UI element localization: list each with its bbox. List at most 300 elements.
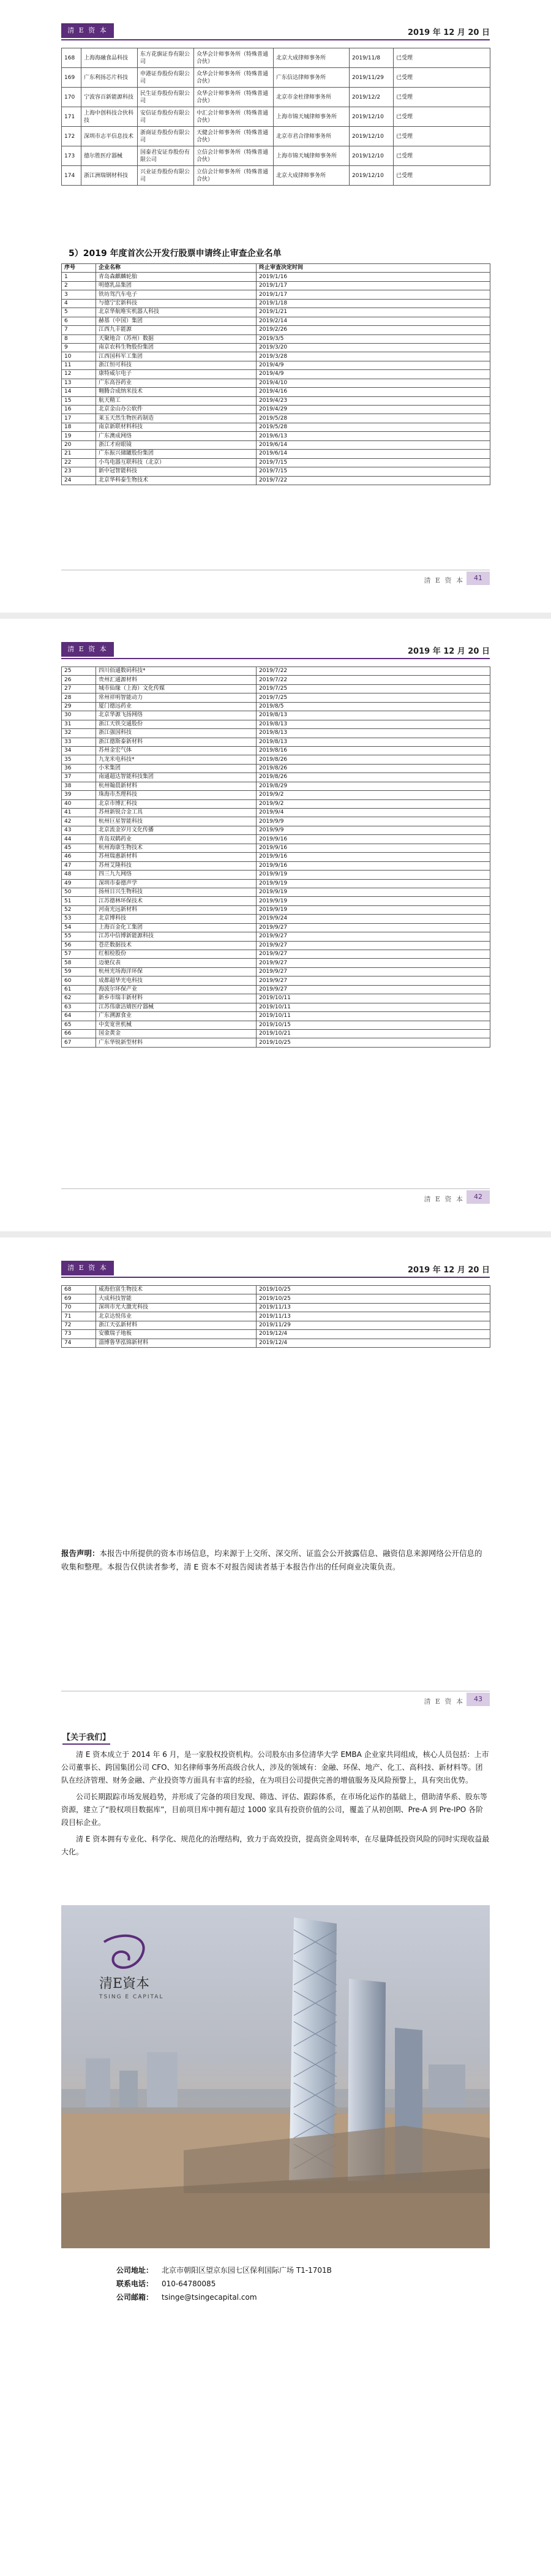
- table-cell: 浙江天铁交通股份: [96, 720, 257, 728]
- table-cell: 22: [62, 458, 96, 467]
- table-cell: 2019/1/18: [257, 299, 490, 308]
- table-row: [62, 281, 490, 290]
- table-cell: 铁坊驾汽车电子: [96, 290, 257, 299]
- table-cell: 2019/10/25: [257, 1286, 490, 1294]
- table-cell: 威海伯富生物技术: [96, 1286, 257, 1294]
- table-row: [62, 1021, 490, 1029]
- table-cell: 北京流金岁月文化传播: [96, 826, 257, 834]
- table-cell: 中汇会计师事务所（特殊普通合伙）: [194, 107, 274, 127]
- table-row: [62, 450, 490, 458]
- page-footer: [61, 570, 490, 586]
- table-cell: 18: [62, 423, 96, 431]
- table-cell: 北京华科泰生物技术: [96, 476, 257, 485]
- table-cell: 明德乳品集团: [96, 281, 257, 290]
- table-cell: 2019/3/5: [257, 334, 490, 343]
- table-cell: 43: [62, 826, 96, 834]
- table-cell: 44: [62, 835, 96, 844]
- table-row: [62, 667, 490, 676]
- table-cell: 杭州海康生物技术: [96, 844, 257, 852]
- report-page-41: [0, 0, 551, 613]
- table-cell: 35: [62, 755, 96, 764]
- table-cell: 2019/12/10: [350, 107, 394, 127]
- contact-phone: 联系电话： 010-64780085: [116, 2279, 216, 2288]
- table-cell: 71: [62, 1312, 96, 1321]
- table-cell: 2019/9/27: [257, 959, 490, 967]
- table-cell: 2019/4/29: [257, 406, 490, 414]
- table-cell: 21: [62, 450, 96, 458]
- table-cell: 47: [62, 861, 96, 870]
- table-cell: 海波尔环保产业: [96, 985, 257, 994]
- table-cell: 26: [62, 676, 96, 684]
- table-row: [62, 107, 490, 127]
- table-cell: 2019/11/8: [350, 48, 394, 68]
- table-row: [62, 835, 490, 844]
- table-cell: 30: [62, 711, 96, 720]
- table-row: [62, 440, 490, 449]
- table-row: [62, 755, 490, 764]
- table-row: [62, 1012, 490, 1021]
- disclaimer: [61, 1547, 490, 1574]
- table-cell: 航天精工: [96, 396, 257, 405]
- table-cell: 65: [62, 1021, 96, 1029]
- table-row: [62, 826, 490, 834]
- table-cell: 2019/12/4: [257, 1330, 490, 1339]
- table-cell: 72: [62, 1321, 96, 1329]
- table-cell: 苏州艾隆科技: [96, 861, 257, 870]
- table-cell: 广东溯源食业: [96, 1012, 257, 1021]
- table-cell: 宁波容百新能源科技: [81, 88, 138, 107]
- table-cell: 2019/9/2: [257, 791, 490, 799]
- page-header: [61, 1261, 490, 1278]
- table-row: [62, 871, 490, 879]
- table-cell: 73: [62, 1330, 96, 1339]
- table-cell: 江苏中信博新能源科技: [96, 932, 257, 941]
- table-cell: 2019/11/29: [350, 68, 394, 88]
- table-cell: 14: [62, 388, 96, 396]
- table-cell: 2019/7/25: [257, 684, 490, 693]
- table-cell: 19: [62, 432, 96, 440]
- table-cell: 2019/8/16: [257, 746, 490, 755]
- table-cell: 中奕宽世机械: [96, 1021, 257, 1029]
- table-cell: 江西国科军工集团: [96, 352, 257, 361]
- table-cell: 众华会计师事务所（特殊普通合伙）: [194, 88, 274, 107]
- table-row: [62, 844, 490, 852]
- table-cell: 2019/3/28: [257, 352, 490, 361]
- table-cell: 2019/10/21: [257, 1029, 490, 1038]
- header-date: 2019 年 12 月 20 日: [408, 647, 490, 656]
- table-cell: 浙江德斯泰新材料: [96, 738, 257, 746]
- table-cell: 安信证券股份有限公司: [138, 107, 194, 127]
- header-date: 2019 年 12 月 20 日: [408, 1266, 490, 1275]
- table-cell: 北京大成律师事务所: [274, 48, 350, 68]
- table-cell: 2019/5/28: [257, 423, 490, 431]
- table-cell: 2019/7/22: [257, 667, 490, 676]
- table-cell: 25: [62, 667, 96, 676]
- table-cell: 河南光远新材料: [96, 905, 257, 914]
- contact-address: 公司地址： 北京市朝阳区望京东园七区保利国际广场 T1-1701B: [116, 2266, 332, 2275]
- table-cell: 174: [62, 166, 81, 186]
- header-no: 序号: [62, 264, 96, 273]
- table-cell: 上海市锦天城律师事务所: [274, 107, 350, 127]
- page-footer: [61, 1691, 490, 1707]
- table-cell: 36: [62, 764, 96, 772]
- table-cell: 上海海融食品科技: [81, 48, 138, 68]
- table-row: [62, 290, 490, 299]
- about-us-section: [61, 1731, 490, 1859]
- contact-info: [116, 2264, 332, 2304]
- table-cell: 2019/9/27: [257, 985, 490, 994]
- table-cell: 2019/9/16: [257, 835, 490, 844]
- table-cell: 浙江天弘新材料: [96, 1321, 257, 1329]
- table-cell: 48: [62, 871, 96, 879]
- table-cell: 2019/12/10: [350, 146, 394, 166]
- table-cell: 62: [62, 994, 96, 1003]
- table-cell: 24: [62, 476, 96, 485]
- page-header: [61, 23, 490, 40]
- table-cell: 1: [62, 273, 96, 281]
- table-cell: 2019/4/16: [257, 388, 490, 396]
- page-number: 42: [467, 1190, 490, 1204]
- table-cell: 北京市金杜律师事务所: [274, 88, 350, 107]
- table-cell: 2019/7/15: [257, 458, 490, 467]
- table-row: [62, 764, 490, 772]
- table-cell: 2019/1/17: [257, 290, 490, 299]
- table-cell: 深圳市光大激光科技: [96, 1303, 257, 1312]
- table-cell: 56: [62, 941, 96, 950]
- table-cell: 2019/2/26: [257, 326, 490, 334]
- table-cell: 北京市君合律师事务所: [274, 127, 350, 146]
- table-cell: 171: [62, 107, 81, 127]
- header-logo: 清 E 资 本: [61, 1261, 114, 1275]
- table-row: [62, 343, 490, 352]
- table-row: [62, 932, 490, 941]
- table-cell: 50: [62, 888, 96, 896]
- table-cell: 南京新联材料科技: [96, 423, 257, 431]
- table-cell: 23: [62, 467, 96, 476]
- table-cell: 61: [62, 985, 96, 994]
- ipo-application-table: [61, 48, 490, 186]
- page-footer: [61, 1188, 490, 1204]
- table-row: [62, 950, 490, 959]
- table-cell: 杭州翰晨新材料: [96, 782, 257, 790]
- about-paragraph: 清 E 资本拥有专业化、科学化、规范化的治理结构，致力于高效投资，提高资金周转率，在尽量降低投资风险的同时实现收益最大化。: [61, 1835, 490, 1856]
- table-cell: 31: [62, 720, 96, 728]
- table-cell: 申港证券股份有限公司: [138, 68, 194, 88]
- table-cell: 2019/11/29: [257, 1321, 490, 1329]
- table-cell: 广东高谷药业: [96, 379, 257, 387]
- table-cell: 2019/7/22: [257, 676, 490, 684]
- table-cell: 2019/6/13: [257, 432, 490, 440]
- table-row: [62, 782, 490, 790]
- table-cell: 江苏伟康洁婧医疗器械: [96, 1003, 257, 1011]
- table-cell: 2019/9/27: [257, 941, 490, 950]
- table-cell: 68: [62, 1286, 96, 1294]
- table-cell: 北京华航唯实机器人科技: [96, 308, 257, 317]
- table-cell: 57: [62, 950, 96, 959]
- table-row: [62, 334, 490, 343]
- table-cell: 上海中创科技合伙科技: [81, 107, 138, 127]
- table-row: [62, 905, 490, 914]
- table-cell: 49: [62, 879, 96, 888]
- table-cell: 青岛双鹤药业: [96, 835, 257, 844]
- table-cell: 立信会计师事务所（特殊普通合伙）: [194, 146, 274, 166]
- table-row: [62, 923, 490, 932]
- table-cell: 北京达悦伟业: [96, 1312, 257, 1321]
- table-cell: 城市仙缘（上海）文化传媒: [96, 684, 257, 693]
- table-row: [62, 68, 490, 88]
- table-row: [62, 423, 490, 431]
- table-cell: 2019/8/13: [257, 720, 490, 728]
- table-cell: 新中冠智能科技: [96, 467, 257, 476]
- table-cell: 浙江强国科技: [96, 729, 257, 738]
- table-row: [62, 1330, 490, 1339]
- table-cell: 2019/9/4: [257, 809, 490, 817]
- table-cell: 11: [62, 361, 96, 369]
- brand-logo-cn: 清E資本: [99, 1976, 150, 1992]
- table-cell: 2019/1/17: [257, 281, 490, 290]
- table-cell: 2019/8/26: [257, 773, 490, 782]
- table-cell: 众华会计师事务所（特殊普通合伙）: [194, 68, 274, 88]
- table-row: [62, 941, 490, 950]
- table-cell: 3: [62, 290, 96, 299]
- table-cell: 天聚地合（苏州）数据: [96, 334, 257, 343]
- table-row: [62, 959, 490, 967]
- table-cell: 38: [62, 782, 96, 790]
- table-cell: 2019/12/4: [257, 1339, 490, 1347]
- table-cell: 已受理: [394, 166, 490, 186]
- table-cell: 9: [62, 343, 96, 352]
- table-cell: 20: [62, 440, 96, 449]
- table-cell: 东方花旗证券有限公司: [138, 48, 194, 68]
- table-row: [62, 1294, 490, 1303]
- background-building: [119, 2071, 138, 2107]
- background-building: [86, 2058, 110, 2107]
- table-cell: 2019/9/19: [257, 897, 490, 905]
- table-cell: 172: [62, 127, 81, 146]
- table-cell: 2019/9/9: [257, 826, 490, 834]
- table-row: [62, 799, 490, 808]
- header-logo: 清 E 资 本: [61, 23, 114, 38]
- table-row: [62, 967, 490, 976]
- background-building: [147, 2052, 178, 2107]
- table-cell: 北京市博汇科技: [96, 799, 257, 808]
- table-cell: 2019/9/27: [257, 923, 490, 932]
- table-row: [62, 684, 490, 693]
- table-row: [62, 1029, 490, 1038]
- table-cell: 上海百金化工集团: [96, 923, 257, 932]
- table-cell: 2019/9/27: [257, 967, 490, 976]
- table-cell: 27: [62, 684, 96, 693]
- table-row: [62, 746, 490, 755]
- table-row: [62, 1339, 490, 1347]
- table-row: [62, 861, 490, 870]
- table-cell: 2019/9/27: [257, 976, 490, 985]
- table-cell: 大成科技智能: [96, 1294, 257, 1303]
- disclaimer-label: 报告声明：: [61, 1549, 100, 1558]
- table-row: [62, 88, 490, 107]
- table-cell: 已受理: [394, 107, 490, 127]
- table-cell: 江西九丰能源: [96, 326, 257, 334]
- table-cell: 2019/7/22: [257, 476, 490, 485]
- table-cell: 2019/8/29: [257, 782, 490, 790]
- table-row: [62, 458, 490, 467]
- table-cell: 杭州光场海洋环保: [96, 967, 257, 976]
- table-cell: 2019/8/5: [257, 702, 490, 711]
- table-row: [62, 773, 490, 782]
- table-cell: 德尔胜医疗器械: [81, 146, 138, 166]
- table-cell: 扬州日兴生物科技: [96, 888, 257, 896]
- table-cell: 2019/6/14: [257, 450, 490, 458]
- table-cell: 39: [62, 791, 96, 799]
- table-cell: 2019/4/9: [257, 370, 490, 379]
- table-row: [62, 711, 490, 720]
- table-cell: 小鸟电器互联科技（北京）: [96, 458, 257, 467]
- table-cell: 60: [62, 976, 96, 985]
- table-cell: 70: [62, 1303, 96, 1312]
- table-row: [62, 853, 490, 861]
- brand-logo-en: TSING E CAPITAL: [99, 1994, 164, 2000]
- report-page-42: [0, 619, 551, 1231]
- table-row: [62, 809, 490, 817]
- table-cell: 北京华源飞扬网络: [96, 711, 257, 720]
- table-cell: 54: [62, 923, 96, 932]
- table-cell: 59: [62, 967, 96, 976]
- table-cell: 北京大成律师事务所: [274, 166, 350, 186]
- table-cell: 2019/7/15: [257, 467, 490, 476]
- table-row: [62, 352, 490, 361]
- table-cell: 13: [62, 379, 96, 387]
- table-row: [62, 676, 490, 684]
- table-cell: 2019/12/10: [350, 166, 394, 186]
- table-row: [62, 414, 490, 423]
- table-cell: 2019/5/28: [257, 414, 490, 423]
- table-cell: 北京博科技: [96, 915, 257, 923]
- table-cell: 2019/4/10: [257, 379, 490, 387]
- table-cell: 2019/9/16: [257, 861, 490, 870]
- table-cell: 青岛森麒麟轮胎: [96, 273, 257, 281]
- footer-brand: 清 E 资 本: [424, 576, 464, 584]
- table-cell: 2019/8/13: [257, 711, 490, 720]
- table-cell: 66: [62, 1029, 96, 1038]
- table-cell: 红相检股份: [96, 950, 257, 959]
- table-row: [62, 1303, 490, 1312]
- table-cell: 2019/11/13: [257, 1312, 490, 1321]
- table-cell: 6: [62, 317, 96, 325]
- table-row: [62, 166, 490, 186]
- table-cell: 2019/8/26: [257, 764, 490, 772]
- table-row: [62, 1286, 490, 1294]
- table-cell: 2019/11/13: [257, 1303, 490, 1312]
- table-cell: 浙江恒可科技: [96, 361, 257, 369]
- table-header-row: [62, 264, 490, 273]
- table-cell: 广东澳成网络: [96, 432, 257, 440]
- table-cell: 深圳市志平信息技术: [81, 127, 138, 146]
- header-logo: 清 E 资 本: [61, 642, 114, 657]
- table-cell: 苏州瑞惠新材料: [96, 853, 257, 861]
- section-5-title: 5）2019 年度首次公开发行股票申请终止审查企业名单: [69, 249, 282, 259]
- about-paragraph: 清 E 资本成立于 2014 年 6 月，是一家股权投资机构。公司股东由多位清华大学 EMBA 企业家共同组成，核心人员包括：上市公司董事长、跨国集团公司 CFO、知名律师事务所高级合伙人，涉及的领域有：金融、环保、地产、化工、高科技、新材料等。团队在经济管理、财务金融、产业投资等方面具有丰富的经验，在为项目公司提供完善的增值服务及风险预警上，具有突出优势。: [61, 1750, 489, 1785]
- table-cell: 2: [62, 281, 96, 290]
- table-cell: 苏州金宏气体: [96, 746, 257, 755]
- table-cell: 小米集团: [96, 764, 257, 772]
- table-cell: 2019/12/10: [350, 127, 394, 146]
- table-row: [62, 396, 490, 405]
- table-cell: 173: [62, 146, 81, 166]
- table-cell: 2019/9/19: [257, 871, 490, 879]
- page-number: 41: [467, 572, 490, 585]
- table-cell: 江苏德林环保技术: [96, 897, 257, 905]
- table-cell: 国泰君安证券股份有限公司: [138, 146, 194, 166]
- table-cell: 迈驰仪表: [96, 959, 257, 967]
- table-cell: 安徽瑞子地板: [96, 1330, 257, 1339]
- header-date: 2019 年 12 月 20 日: [408, 28, 490, 37]
- table-cell: 已受理: [394, 146, 490, 166]
- table-cell: 上海市锦天城律师事务所: [274, 146, 350, 166]
- table-cell: 2019/9/24: [257, 915, 490, 923]
- header-date: 终止审查决定时间: [257, 264, 490, 273]
- table-row: [62, 48, 490, 68]
- table-cell: 33: [62, 738, 96, 746]
- table-cell: 翱腾合成纳米技术: [96, 388, 257, 396]
- termination-table-part2: [61, 667, 490, 1048]
- table-cell: 已受理: [394, 88, 490, 107]
- table-row: [62, 738, 490, 746]
- table-cell: 2019/1/21: [257, 308, 490, 317]
- table-cell: 2019/9/19: [257, 879, 490, 888]
- table-cell: 新乡市瑞丰新材料: [96, 994, 257, 1003]
- table-cell: 28: [62, 693, 96, 702]
- skyline-illustration: [61, 1905, 490, 2248]
- table-row: [62, 915, 490, 923]
- table-cell: 2019/9/16: [257, 853, 490, 861]
- table-cell: 2019/10/11: [257, 994, 490, 1003]
- table-cell: 兴业证券股份有限公司: [138, 166, 194, 186]
- table-cell: 41: [62, 809, 96, 817]
- email-link[interactable]: tsinge@tsingecapital.com: [162, 2293, 257, 2302]
- table-row: [62, 308, 490, 317]
- table-cell: 广东华锐新型材料: [96, 1038, 257, 1047]
- table-cell: 广东利扬芯片科技: [81, 68, 138, 88]
- table-cell: 已受理: [394, 68, 490, 88]
- table-row: [62, 720, 490, 728]
- table-cell: 立信会计师事务所（特殊普通合伙）: [194, 166, 274, 186]
- table-cell: 浙江才府眼镜: [96, 440, 257, 449]
- table-cell: 16: [62, 406, 96, 414]
- table-cell: 2019/10/11: [257, 1003, 490, 1011]
- table-row: [62, 1312, 490, 1321]
- table-cell: 2019/10/15: [257, 1021, 490, 1029]
- table-cell: 与德宁宏新科技: [96, 299, 257, 308]
- header-company: 企业名称: [96, 264, 257, 273]
- termination-table-part3: [61, 1285, 490, 1348]
- table-cell: 九龙米电科技*: [96, 755, 257, 764]
- table-cell: 2019/8/13: [257, 729, 490, 738]
- table-cell: 常州祥明智能动力: [96, 693, 257, 702]
- table-cell: 29: [62, 702, 96, 711]
- table-cell: 成都超华光电科技: [96, 976, 257, 985]
- table-cell: 厦门德远药业: [96, 702, 257, 711]
- table-cell: 贵州汇通源材料: [96, 676, 257, 684]
- page-number: 43: [467, 1693, 490, 1706]
- table-cell: 广东振兴储罐股份集团: [96, 450, 257, 458]
- table-cell: 2019/9/16: [257, 844, 490, 852]
- table-cell: 64: [62, 1012, 96, 1021]
- table-row: [62, 370, 490, 379]
- table-cell: 2019/2/14: [257, 317, 490, 325]
- table-cell: 众华会计师事务所（特殊普通合伙）: [194, 48, 274, 68]
- disclaimer-text: 本报告中所提供的资本市场信息，均来源于上交所、深交所、证监会公开披露信息、融资信息来源网络公开信息的收集和整理。本报告仅供读者参考，清 E 资本不对报告阅读者基于本报告作出的任何商业决策负责。: [61, 1549, 482, 1571]
- table-cell: 74: [62, 1339, 96, 1347]
